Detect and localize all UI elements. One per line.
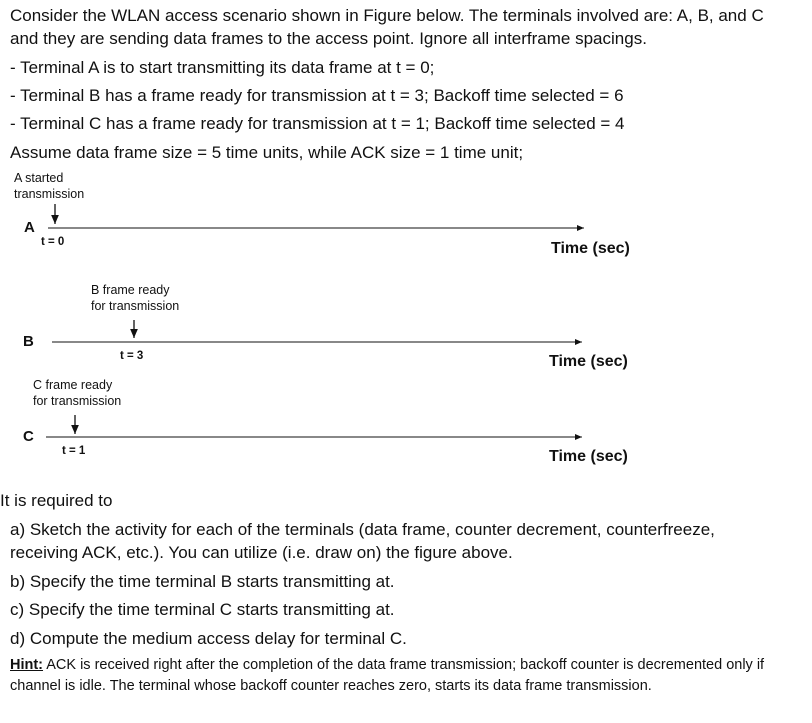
question-d: d) Compute the medium access delay for terminal C. [10, 629, 407, 648]
a-note-line-2: transmission [14, 187, 85, 201]
assumption-line: Assume data frame size = 5 time units, while ACK size = 1 time unit; [10, 143, 524, 162]
hint-label: Hint: [10, 657, 44, 673]
intro-line-1: Consider the WLAN access scenario shown in Figure below. The terminals involved are: A, B, and C [10, 6, 764, 25]
b-tick-label: t = 3 [120, 350, 144, 362]
hint-paragraph [10, 655, 780, 697]
question-a-line-2: receiving ACK, etc.). You can utilize (i.e. draw on) the figure above. [10, 543, 513, 562]
b-terminal-label: B [23, 333, 34, 350]
b-note-line-2: for transmission [91, 299, 180, 313]
question-b: b) Specify the time terminal B starts transmitting at. [10, 572, 395, 591]
c-tick-label: t = 1 [62, 445, 86, 457]
a-terminal-label: A [24, 219, 35, 236]
questions-intro: It is required to [0, 491, 113, 510]
hint-text: ACK is received right after the completion of the data frame transmission; backoff counter is decremented only if channel is idle. The terminal whose backoff counter reaches zero, starts its data frame transmission. [10, 657, 765, 694]
question-c: c) Specify the time terminal C starts transmitting at. [10, 600, 395, 619]
c-note-line-1: C frame ready [33, 378, 113, 392]
c-axis-label: Time (sec) [549, 448, 628, 465]
intro-line-2: and they are sending data frames to the access point. Ignore all interframe spacings. [10, 29, 647, 48]
question-a-line-1: a) Sketch the activity for each of the terminals (data frame, counter decrement, counterfreeze, [10, 520, 715, 539]
b-axis-label: Time (sec) [549, 353, 628, 370]
a-axis-label: Time (sec) [551, 240, 630, 257]
bullet-terminal-b: - Terminal B has a frame ready for transmission at t = 3; Backoff time selected = 6 [10, 86, 624, 105]
c-note-line-2: for transmission [33, 394, 122, 408]
b-note-line-1: B frame ready [91, 283, 170, 297]
bullet-terminal-a: - Terminal A is to start transmitting its data frame at t = 0; [10, 58, 435, 77]
c-terminal-label: C [23, 428, 34, 445]
a-tick-label: t = 0 [41, 236, 65, 248]
a-note-line-1: A started [14, 171, 64, 185]
bullet-terminal-c: - Terminal C has a frame ready for transmission at t = 1; Backoff time selected = 4 [10, 114, 625, 133]
